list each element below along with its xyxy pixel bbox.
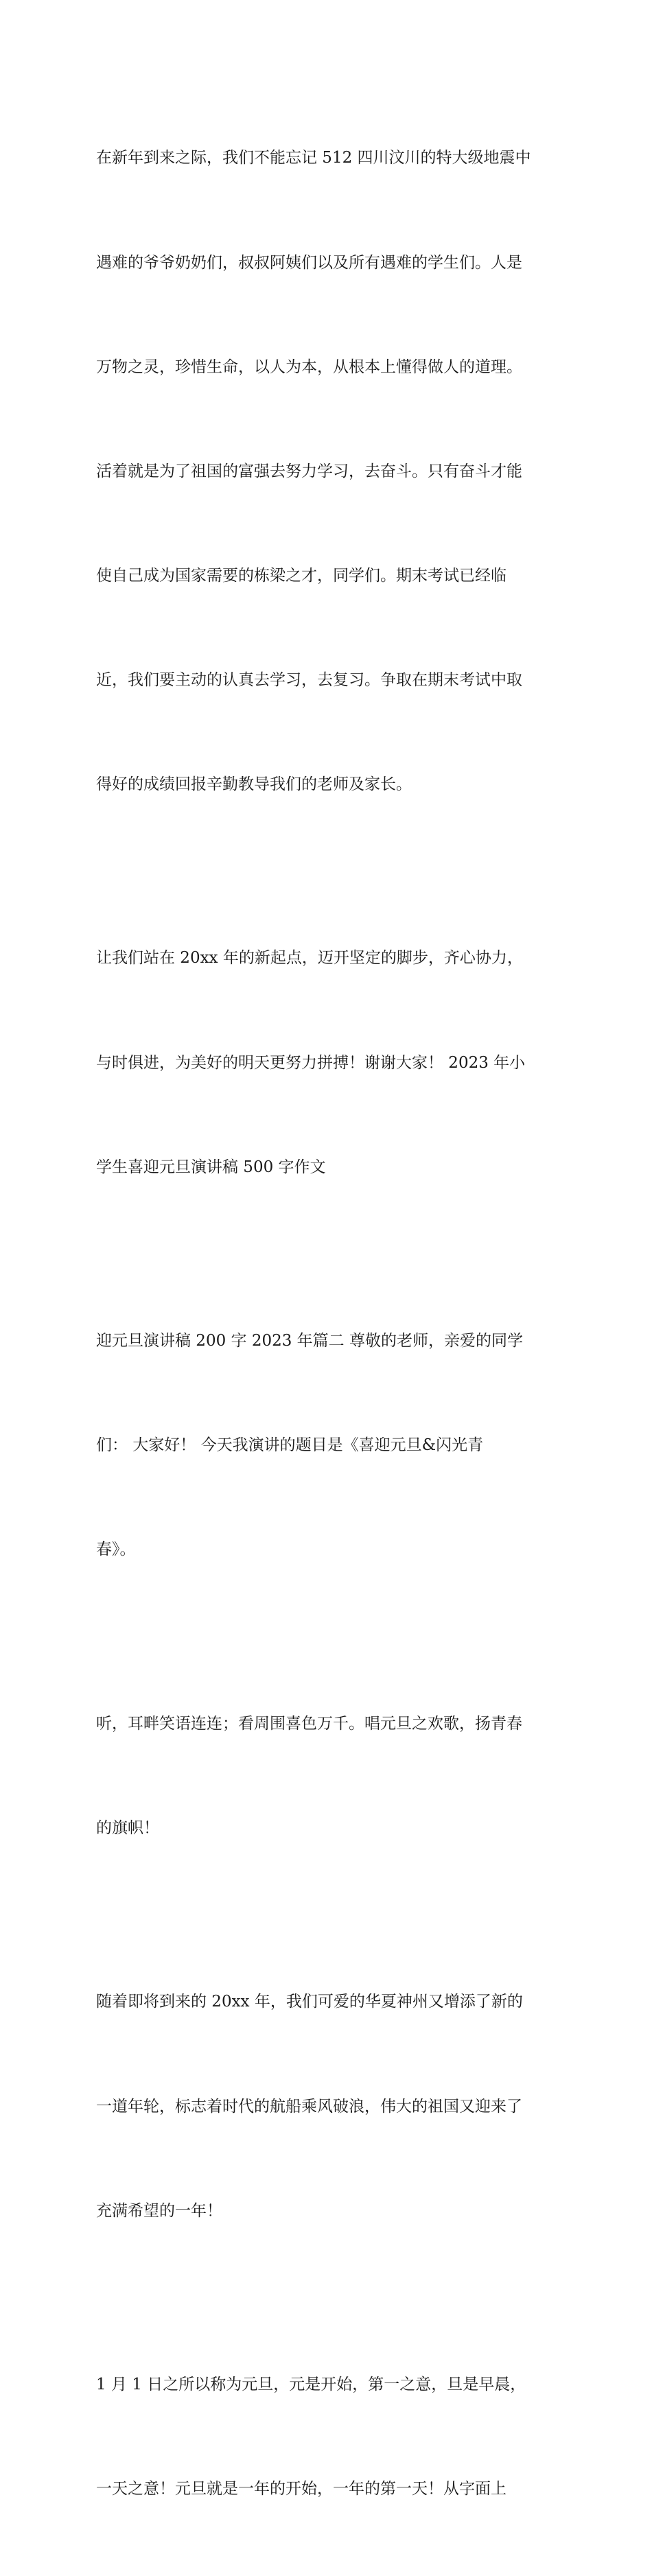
paragraph-5 bbox=[96, 1915, 563, 2298]
text-line: 随着即将到来的 20xx 年，我们可爱的华夏神州又增添了新的 bbox=[96, 1993, 523, 2011]
text-line: 一天之意！元旦就是一年的开始，一年的第一天！从字面上 bbox=[96, 2480, 507, 2498]
text-line: 学生喜迎元旦演讲稿 500 字作文 bbox=[96, 1158, 326, 1176]
paragraph-2 bbox=[96, 871, 563, 1254]
paragraph-3 bbox=[96, 1254, 563, 1637]
text-line: 得好的成绩回报辛勤教导我们的老师及家长。 bbox=[96, 775, 412, 793]
text-line: 一道年轮，标志着时代的航船乘风破浪，伟大的祖国又迎来了 bbox=[96, 2097, 522, 2116]
text-line: 春》。 bbox=[96, 1541, 136, 1559]
text-line: 们： 大家好！ 今天我演讲的题目是《喜迎元旦&闪光青 bbox=[96, 1436, 484, 1455]
text-line: 充满希望的一年！ bbox=[96, 2201, 222, 2220]
text-line: 与时俱进，为美好的明天更努力拼搏！谢谢大家！ 2023 年小 bbox=[96, 1053, 526, 1072]
text-line: 1 月 1 日之所以称为元旦，元是开始，第一之意，旦是早晨， bbox=[96, 2376, 526, 2394]
text-line: 在新年到来之际，我们不能忘记 512 四川汶川的特大级地震中 bbox=[96, 149, 531, 167]
paragraph-1 bbox=[96, 71, 563, 871]
text-line: 的旗帜！ bbox=[96, 1818, 159, 1837]
text-line: 近，我们要主动的认真去学习，去复习。争取在期末考试中取 bbox=[96, 670, 522, 689]
text-line: 万物之灵，珍惜生命，以人为本，从根本上懂得做人的道理。 bbox=[96, 358, 522, 376]
text-line: 听，耳畔笑语连连；看周围喜色万千。唱元旦之欢歌，扬青春 bbox=[96, 1714, 522, 1733]
text-line: 让我们站在 20xx 年的新起点，迈开坚定的脚步，齐心协力， bbox=[96, 949, 523, 968]
text-line: 迎元旦演讲稿 200 字 2023 年篇二 尊敬的老师，亲爱的同学 bbox=[96, 1332, 523, 1350]
text-line: 活着就是为了祖国的富强去努力学习，去奋斗。只有奋斗才能 bbox=[96, 462, 522, 480]
text-line: 遇难的爷爷奶奶们，叔叔阿姨们以及所有遇难的学生们。人是 bbox=[96, 253, 522, 272]
document-body bbox=[96, 71, 563, 2576]
paragraph-6 bbox=[96, 2298, 563, 2576]
paragraph-4 bbox=[96, 1637, 563, 1915]
text-line: 使自己成为国家需要的栋梁之才，同学们。期末考试已经临 bbox=[96, 566, 507, 585]
